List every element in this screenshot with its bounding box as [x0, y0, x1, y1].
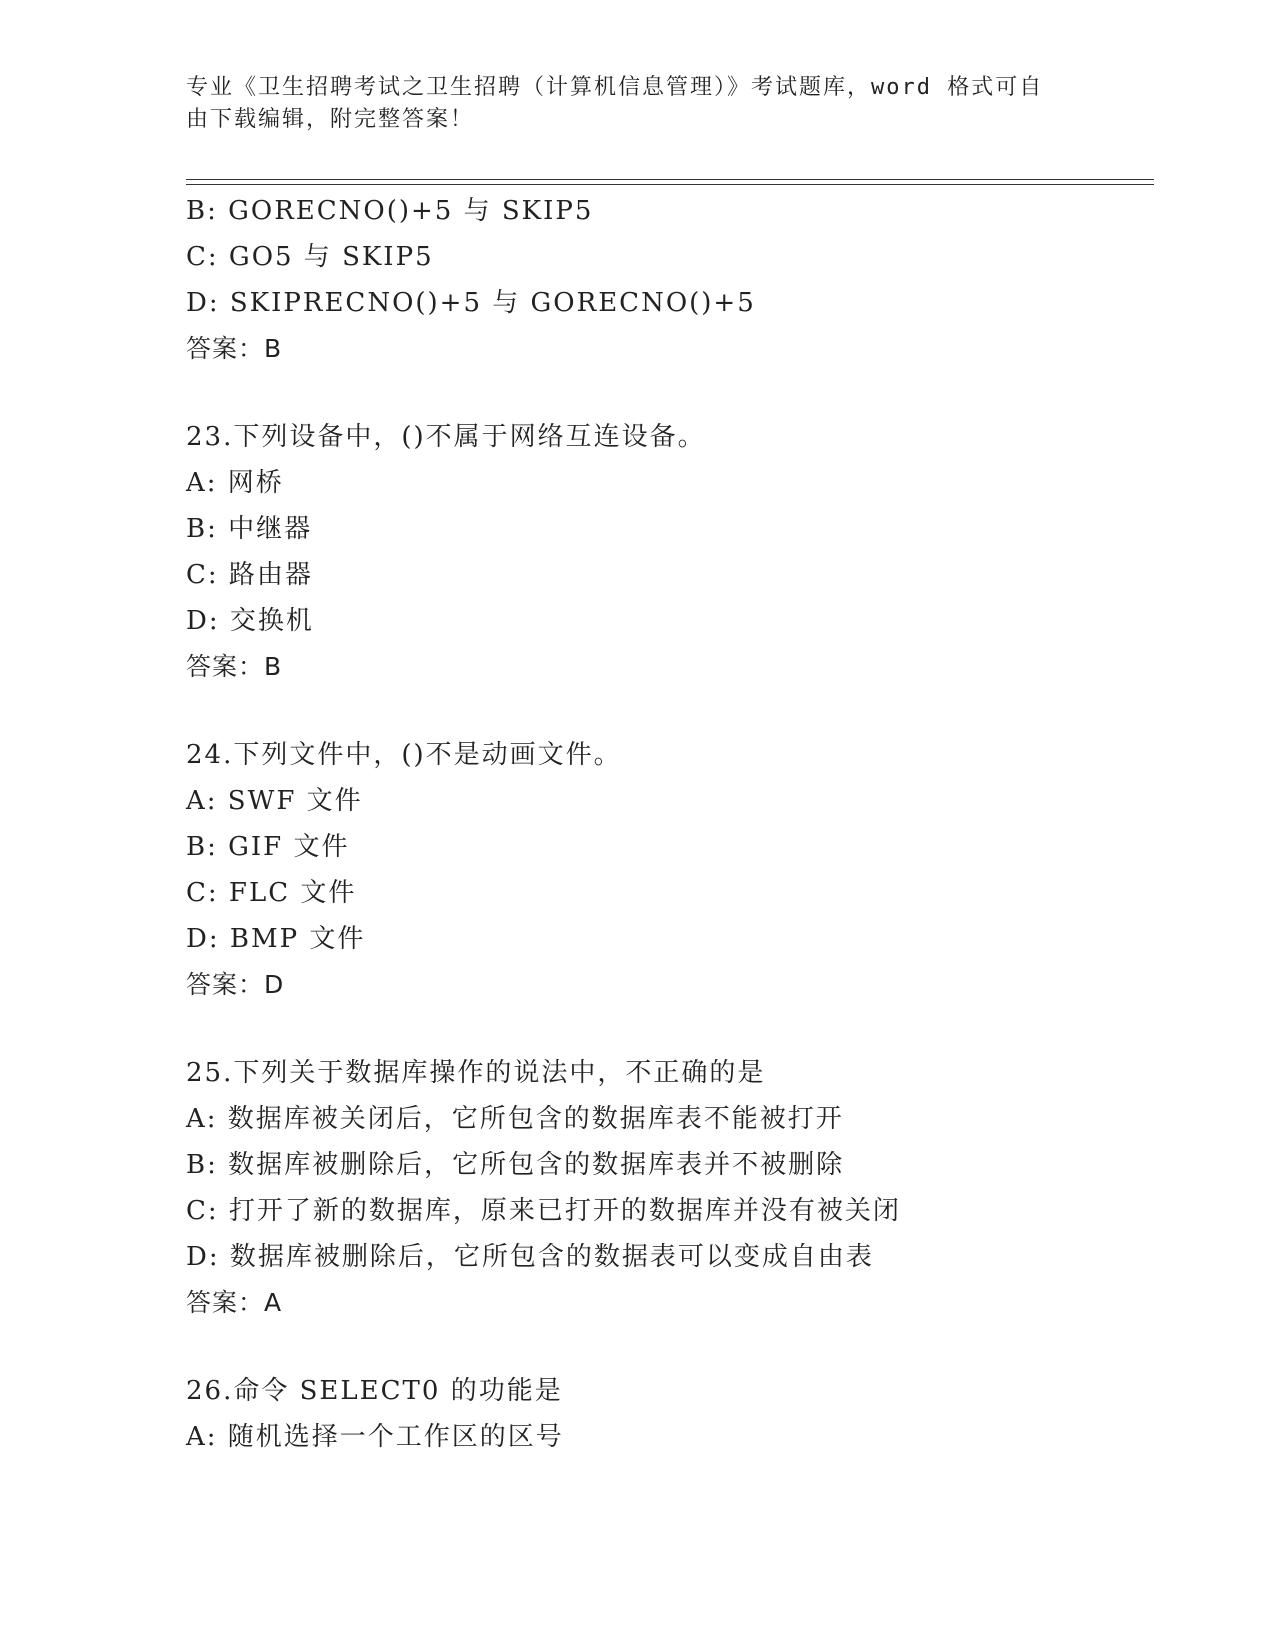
option-b: B: GIF 文件: [186, 832, 350, 862]
question-text: 26.命令 SELECT0 的功能是: [186, 1376, 563, 1406]
question-block-26: [186, 1368, 1146, 1460]
question-block-23: [186, 414, 1146, 690]
option-c: C: 打开了新的数据库，原来已打开的数据库并没有被关闭: [186, 1196, 901, 1226]
option-d: D: BMP 文件: [186, 924, 366, 954]
option-d: D: 数据库被删除后，它所包含的数据表可以变成自由表: [186, 1242, 874, 1272]
header-line-1: 专业《卫生招聘考试之卫生招聘（计算机信息管理）》考试题库，word 格式可自: [186, 75, 1044, 100]
option-b: B: 数据库被删除后，它所包含的数据库表并不被删除: [186, 1150, 845, 1180]
question-text: 23.下列设备中，()不属于网络互连设备。: [186, 422, 706, 452]
option-a: A: 随机选择一个工作区的区号: [186, 1422, 564, 1452]
document-header: [186, 72, 1086, 136]
answer-line: 答案：A: [186, 1288, 283, 1317]
option-d: D: SKIPRECNO()+5 与 GORECNO()+5: [186, 288, 756, 318]
option-a: A: 网桥: [186, 468, 284, 498]
option-d: D: 交换机: [186, 606, 314, 636]
question-text: 25.下列关于数据库操作的说法中，不正确的是: [186, 1058, 766, 1088]
option-b: B: GORECNO()+5 与 SKIP5: [186, 196, 594, 226]
question-text: 24.下列文件中，()不是动画文件。: [186, 740, 622, 770]
option-b: B: 中继器: [186, 514, 313, 544]
header-divider-top: [186, 179, 1154, 180]
spacer: [186, 690, 1146, 732]
header-divider-bottom: [186, 184, 1154, 185]
spacer: [186, 1008, 1146, 1050]
question-list: [186, 188, 1146, 1460]
question-block-24: [186, 732, 1146, 1008]
option-a: A: SWF 文件: [186, 786, 363, 816]
answer-line: 答案：B: [186, 334, 283, 363]
option-c: C: FLC 文件: [186, 878, 357, 908]
answer-line: 答案：D: [186, 970, 285, 999]
option-c: C: 路由器: [186, 560, 313, 590]
question-block-25: [186, 1050, 1146, 1326]
answer-line: 答案：B: [186, 652, 283, 681]
spacer: [186, 1326, 1146, 1368]
spacer: [186, 372, 1146, 414]
option-a: A: 数据库被关闭后，它所包含的数据库表不能被打开: [186, 1104, 844, 1134]
header-line-2: 由下载编辑，附完整答案！: [186, 107, 475, 132]
question-block-22: [186, 188, 1146, 372]
option-c: C: GO5 与 SKIP5: [186, 242, 434, 272]
